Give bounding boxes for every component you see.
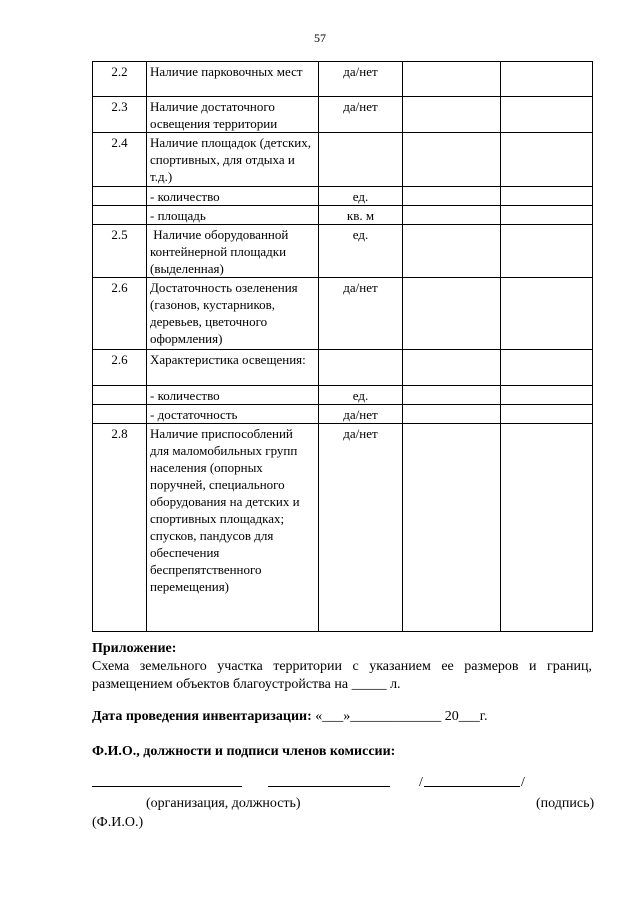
row-unit: да/нет: [319, 424, 403, 632]
row-unit: да/нет: [319, 97, 403, 133]
row-name: Наличие достаточного освещения территории: [147, 97, 319, 133]
row-empty-cell: [403, 62, 501, 97]
inventory-date-line: [92, 709, 487, 725]
row-unit: да/нет: [319, 62, 403, 97]
row-name: Наличие оборудованной контейнерной площадки (выделенная): [147, 225, 319, 278]
inventory-date-value: «___»_____________ 20___г.: [311, 709, 488, 724]
row-name: - достаточность: [147, 405, 319, 424]
row-empty-cell: [501, 225, 593, 278]
row-number: [93, 206, 147, 225]
row-number: 2.5: [93, 225, 147, 278]
signature-slash-left: /: [419, 775, 423, 790]
row-empty-cell: [501, 97, 593, 133]
signature-line: [424, 786, 520, 787]
row-name: Наличие приспособлений для маломобильных групп населения (опорных поручней, специального оборудования на детских и спортивных площадках; спусков, пандусов для обеспечения беспрепятственного перемещения): [147, 424, 319, 632]
appendix-section: [92, 640, 592, 694]
row-empty-cell: [501, 206, 593, 225]
row-empty-cell: [403, 278, 501, 350]
table-row: [93, 386, 593, 405]
row-unit: кв. м: [319, 206, 403, 225]
row-name: Характеристика освещения:: [147, 350, 319, 386]
row-empty-cell: [501, 350, 593, 386]
table-row: [93, 225, 593, 278]
row-unit: ед.: [319, 386, 403, 405]
row-empty-cell: [403, 386, 501, 405]
table-row: [93, 350, 593, 386]
row-name: - количество: [147, 386, 319, 405]
row-empty-cell: [501, 424, 593, 632]
appendix-text: Схема земельного участка территории с указанием ее размеров и границ, размещением объектов благоустройства на _____ л.: [92, 659, 592, 692]
table-row: [93, 133, 593, 187]
page-number: 57: [314, 31, 326, 45]
row-name: Достаточность озеленения (газонов, кустарников, деревьев, цветочного оформления): [147, 278, 319, 350]
table-row: [93, 97, 593, 133]
row-number: 2.8: [93, 424, 147, 632]
row-empty-cell: [501, 278, 593, 350]
row-unit: да/нет: [319, 278, 403, 350]
inventory-date-label: Дата проведения инвентаризации:: [92, 709, 312, 724]
row-empty-cell: [501, 386, 593, 405]
table-row: [93, 206, 593, 225]
row-unit: [319, 350, 403, 386]
fio-caption: (Ф.И.О.): [92, 815, 144, 830]
row-number: 2.3: [93, 97, 147, 133]
row-number: 2.6: [93, 278, 147, 350]
row-empty-cell: [403, 405, 501, 424]
table-row: [93, 62, 593, 97]
row-unit: да/нет: [319, 405, 403, 424]
row-unit: ед.: [319, 187, 403, 206]
row-unit: ед.: [319, 225, 403, 278]
row-empty-cell: [403, 97, 501, 133]
signature-slash-right: /: [521, 775, 525, 790]
appendix-heading: Приложение:: [92, 641, 177, 656]
table-row: [93, 405, 593, 424]
org-position-caption: (организация, должность): [146, 796, 301, 811]
row-number: 2.6: [93, 350, 147, 386]
row-empty-cell: [501, 187, 593, 206]
row-name: Наличие парковочных мест: [147, 62, 319, 97]
commission-heading: Ф.И.О., должности и подписи членов комиссии:: [92, 744, 396, 759]
row-number: [93, 405, 147, 424]
signature-caption: (подпись): [536, 796, 595, 811]
row-unit: [319, 133, 403, 187]
row-number: 2.2: [93, 62, 147, 97]
row-empty-cell: [403, 206, 501, 225]
row-empty-cell: [501, 133, 593, 187]
row-empty-cell: [501, 405, 593, 424]
row-empty-cell: [403, 350, 501, 386]
row-number: 2.4: [93, 133, 147, 187]
row-empty-cell: [403, 133, 501, 187]
organization-signature-line: [92, 786, 242, 787]
inventory-table: [92, 61, 593, 632]
row-empty-cell: [501, 62, 593, 97]
table-row: [93, 187, 593, 206]
row-empty-cell: [403, 424, 501, 632]
position-signature-line: [268, 786, 390, 787]
table-row: [93, 278, 593, 350]
row-name: - площадь: [147, 206, 319, 225]
row-number: [93, 187, 147, 206]
row-empty-cell: [403, 187, 501, 206]
row-empty-cell: [403, 225, 501, 278]
row-number: [93, 386, 147, 405]
row-name: Наличие площадок (детских, спортивных, для отдыха и т.д.): [147, 133, 319, 187]
table-row: [93, 424, 593, 632]
row-name: - количество: [147, 187, 319, 206]
